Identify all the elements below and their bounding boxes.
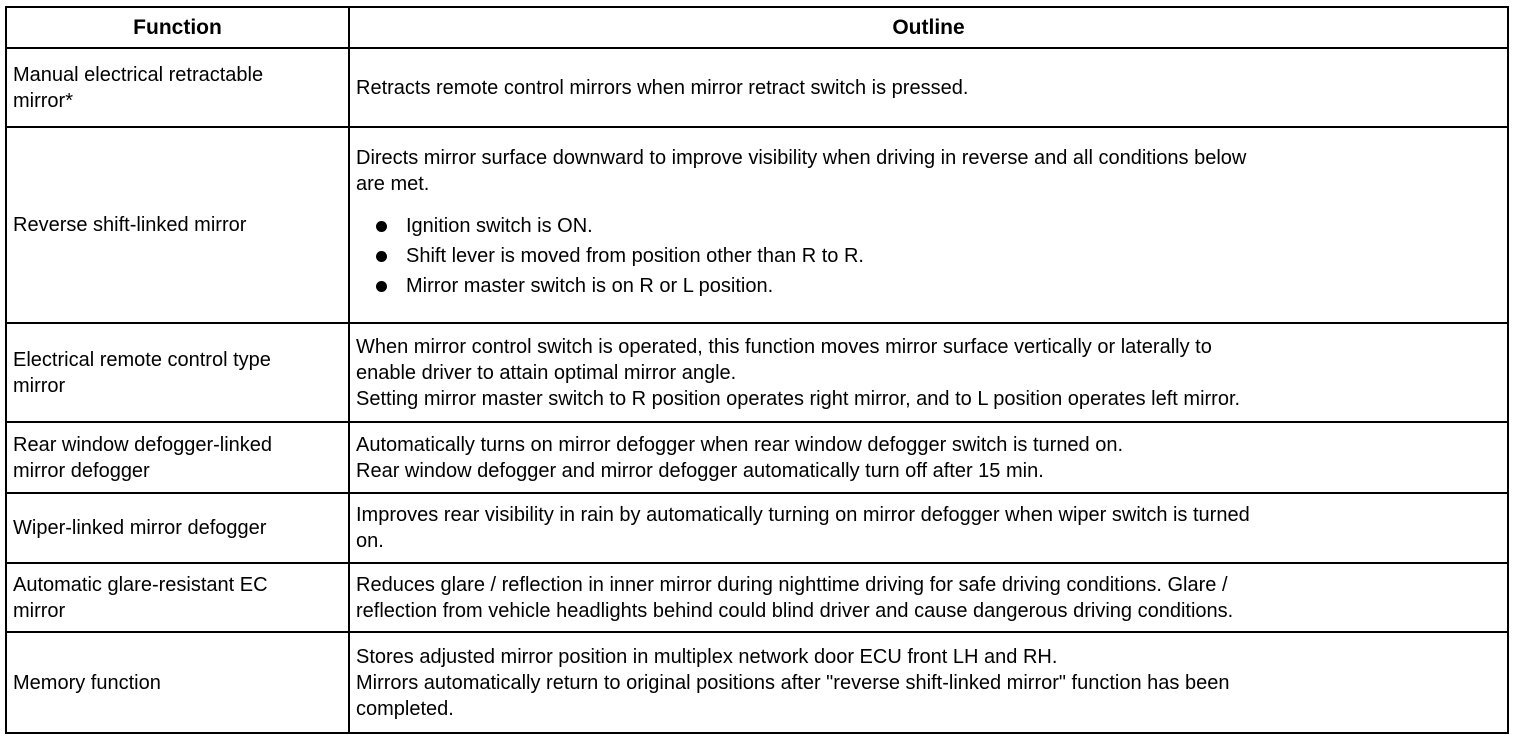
- function-cell: [6, 127, 349, 323]
- table-row: [6, 493, 1508, 563]
- condition-text: Mirror master switch is on R or L position.: [406, 275, 774, 297]
- function-text: Automatic glare-resistant EC: [13, 573, 268, 596]
- function-cell: [6, 422, 349, 493]
- outline-text: When mirror control switch is operated, this function moves mirror surface vertically or laterally to: [356, 335, 1212, 358]
- outline-text: Automatically turns on mirror defogger when rear window defogger switch is turned on.: [356, 433, 1124, 456]
- function-text: Wiper-linked mirror defogger: [13, 517, 267, 539]
- condition-text: Shift lever is moved from position other than R to R.: [406, 245, 864, 267]
- function-cell: [6, 323, 349, 422]
- outline-cell: [349, 632, 1508, 733]
- outline-text: Mirrors automatically return to original positions after "reverse shift-linked mirror" function has been: [356, 671, 1230, 694]
- list-item: [374, 211, 1501, 241]
- outline-cell: [349, 563, 1508, 632]
- bullet-icon: [376, 281, 387, 292]
- header-function: Function: [6, 7, 349, 48]
- table-row: [6, 127, 1508, 323]
- function-cell: [6, 493, 349, 563]
- outline-text: enable driver to attain optimal mirror angle.: [356, 361, 737, 384]
- outline-text: Directs mirror surface downward to improve visibility when driving in reverse and all conditions below: [356, 147, 1247, 169]
- list-item: [374, 271, 1501, 301]
- outline-text: Stores adjusted mirror position in multiplex network door ECU front LH and RH.: [356, 645, 1058, 668]
- outline-cell: [349, 127, 1508, 323]
- function-text: Rear window defogger-linked: [13, 433, 273, 456]
- outline-text: completed.: [356, 697, 454, 720]
- function-cell: [6, 48, 349, 127]
- function-text: Electrical remote control type: [13, 348, 271, 371]
- outline-text: Improves rear visibility in rain by automatically turning on mirror defogger when wiper switch is turned: [356, 504, 1250, 526]
- table-row: [6, 48, 1508, 127]
- outline-text: Setting mirror master switch to R position operates right mirror, and to L position operates left mirror.: [356, 387, 1241, 410]
- outline-text: Reduces glare / reflection in inner mirror during nighttime driving for safe driving conditions. Glare /: [356, 573, 1228, 596]
- table-row: [6, 422, 1508, 493]
- function-cell: [6, 632, 349, 733]
- condition-list: [356, 211, 1501, 301]
- bullet-icon: [376, 221, 387, 232]
- outline-text: Retracts remote control mirrors when mirror retract switch is pressed.: [356, 76, 969, 99]
- condition-text: Ignition switch is ON.: [406, 215, 593, 237]
- function-text: mirror*: [13, 89, 73, 112]
- function-outline-table: [5, 6, 1509, 734]
- outline-text: reflection from vehicle headlights behind could blind driver and cause dangerous driving conditions.: [356, 599, 1234, 622]
- list-item: [374, 241, 1501, 271]
- function-text: Reverse shift-linked mirror: [13, 214, 247, 236]
- bullet-icon: [376, 251, 387, 262]
- outline-cell: [349, 48, 1508, 127]
- header-outline: Outline: [349, 7, 1508, 48]
- outline-text: Rear window defogger and mirror defogger automatically turn off after 15 min.: [356, 459, 1044, 482]
- outline-text: on.: [356, 530, 384, 552]
- table-row: [6, 323, 1508, 422]
- function-text: mirror: [13, 599, 66, 622]
- function-text: mirror: [13, 374, 66, 397]
- function-cell: [6, 563, 349, 632]
- outline-cell: [349, 323, 1508, 422]
- table-row: [6, 632, 1508, 733]
- header-row: [6, 7, 1508, 48]
- table-row: [6, 563, 1508, 632]
- outline-cell: [349, 422, 1508, 493]
- function-text: Memory function: [13, 671, 161, 694]
- function-text: Manual electrical retractable: [13, 63, 264, 86]
- outline-cell: [349, 493, 1508, 563]
- outline-text: are met.: [356, 173, 430, 195]
- function-text: mirror defogger: [13, 459, 150, 482]
